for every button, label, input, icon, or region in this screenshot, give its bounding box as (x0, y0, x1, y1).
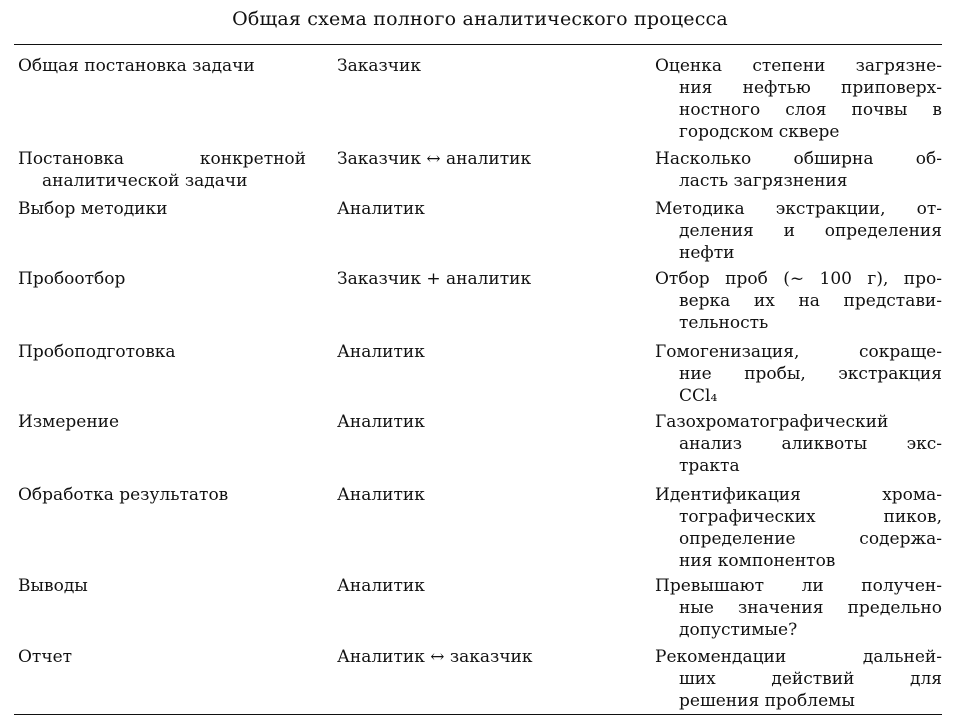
stage-text: Обработка результатов (18, 485, 229, 505)
example-cell (655, 55, 942, 143)
example-cell (655, 198, 942, 264)
stage-cell (18, 484, 306, 506)
example-text: тельность (679, 313, 769, 333)
stage-cell (18, 268, 306, 290)
example-text: Идентификация хрома- (655, 485, 942, 505)
stage-cell (18, 198, 306, 220)
example-cell (655, 148, 942, 192)
example-cell (655, 411, 942, 477)
example-text: деления и определения (679, 221, 942, 241)
example-cell (655, 646, 942, 712)
participant-cell: Аналитик (337, 576, 425, 596)
participant-cell: Заказчик + аналитик (337, 269, 532, 289)
example-text: ния нефтью приповерх- (679, 78, 942, 98)
participant-cell: Заказчик ↔ аналитик (337, 149, 532, 169)
participant-cell: Аналитик ↔ заказчик (337, 647, 533, 667)
example-text: допустимые? (679, 620, 798, 640)
example-text: Газохроматографический (655, 412, 889, 432)
example-cell (655, 575, 942, 641)
example-text: нефти (679, 243, 735, 263)
example-text: ния компонентов (679, 551, 836, 571)
stage-cell (18, 575, 306, 597)
participant-cell: Аналитик (337, 199, 425, 219)
example-text: Оценка степени загрязне- (655, 56, 942, 76)
top-rule (14, 44, 942, 45)
example-text: городском сквере (679, 122, 840, 142)
example-text: ние пробы, экстракция (679, 364, 942, 384)
example-text: тографических пиков, (679, 507, 942, 527)
example-text: верка их на представи- (679, 291, 942, 311)
participant-cell: Заказчик (337, 56, 421, 76)
example-cell (655, 341, 942, 407)
example-text: CCl₄ (679, 386, 718, 406)
stage-cell (18, 55, 306, 77)
stage-text: Пробоотбор (18, 269, 126, 289)
example-text: тракта (679, 456, 740, 476)
stage-text: Общая постановка задачи (18, 56, 255, 76)
example-cell (655, 484, 942, 572)
example-text: решения проблемы (679, 691, 855, 711)
participant-cell: Аналитик (337, 412, 425, 432)
example-text: Насколько обширна об- (655, 149, 942, 169)
table-title: Общая схема полного аналитического процесса (232, 8, 728, 30)
stage-cell (18, 411, 306, 433)
example-text: Отбор проб (~ 100 г), про- (655, 269, 942, 289)
example-text: анализ аликвоты экс- (679, 434, 942, 454)
participant-cell: Аналитик (337, 342, 425, 362)
example-cell (655, 268, 942, 334)
stage-text: Выводы (18, 576, 88, 596)
stage-cell (18, 646, 306, 668)
example-text: определение содержа- (679, 529, 942, 549)
participant-cell: Аналитик (337, 485, 425, 505)
example-text: Превышают ли получен- (655, 576, 942, 596)
stage-cell (18, 341, 306, 363)
stage-text: Выбор методики (18, 199, 168, 219)
stage-text: Измерение (18, 412, 120, 432)
stage-text: Отчет (18, 647, 73, 667)
bottom-rule (14, 714, 942, 715)
example-text: Методика экстракции, от- (655, 199, 942, 219)
example-text: ные значения предельно (679, 598, 942, 618)
example-text: ласть загрязнения (679, 171, 848, 191)
stage-cell (18, 148, 306, 192)
example-text: Рекомендации дальней- (655, 647, 942, 667)
stage-text: Постановка конкретной (18, 149, 306, 169)
example-text: ших действий для (679, 669, 942, 689)
example-text: ностного слоя почвы в (679, 100, 942, 120)
stage-text: Пробоподготовка (18, 342, 176, 362)
example-text: Гомогенизация, сокраще- (655, 342, 942, 362)
stage-text: аналитической задачи (42, 171, 248, 191)
